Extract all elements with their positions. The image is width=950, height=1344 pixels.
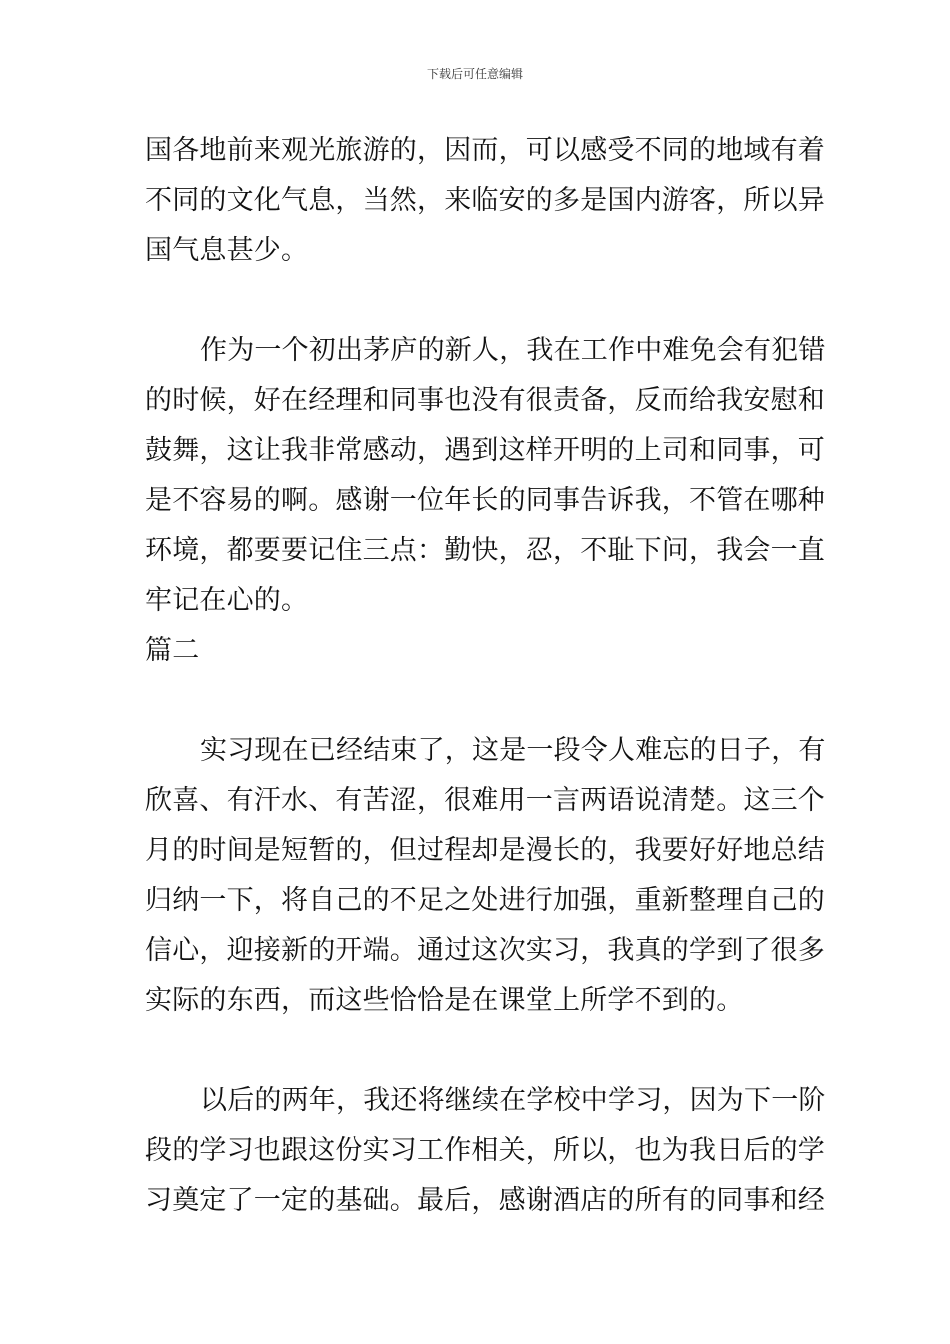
text-line: 月的时间是短暂的，但过程却是漫长的，我要好好地总结 (145, 835, 825, 866)
text-line: 段的学习也跟这份实习工作相关，所以，也为我日后的学 (145, 1135, 825, 1166)
text-line: 欣喜、有汗水、有苦涩，很难用一言两语说清楚。这三个 (145, 785, 825, 816)
text-line: 国各地前来观光旅游的，因而，可以感受不同的地域有着 (145, 135, 825, 166)
text-line: 实习现在已经结束了，这是一段令人难忘的日子，有 (200, 735, 826, 766)
text-line: 以后的两年，我还将继续在学校中学习，因为下一阶 (200, 1085, 826, 1116)
page-header: 下载后可任意编辑 (426, 67, 523, 81)
text-line: 是不容易的啊。感谢一位年长的同事告诉我，不管在哪种 (145, 485, 825, 516)
paragraph-2 (145, 326, 826, 626)
text-line: 实际的东西，而这些恰恰是在课堂上所学不到的。 (145, 985, 744, 1016)
text-line: 不同的文化气息，当然，来临安的多是国内游客，所以异 (145, 185, 825, 216)
paragraph-1 (145, 126, 825, 276)
text-line: 作为一个初出茅庐的新人，我在工作中难免会有犯错 (200, 335, 826, 366)
text-line: 信心，迎接新的开端。通过这次实习，我真的学到了很多 (145, 935, 825, 966)
text-line: 的时候，好在经理和同事也没有很责备，反而给我安慰和 (145, 385, 825, 416)
text-line: 鼓舞，这让我非常感动，遇到这样开明的上司和同事，可 (145, 435, 825, 466)
paragraph-spacer (145, 676, 809, 726)
paragraph-4 (145, 1076, 826, 1226)
paragraph-spacer (145, 276, 809, 326)
text-line: 国气息甚少。 (145, 235, 309, 266)
paragraph-spacer (145, 1026, 809, 1076)
text-line: 环境，都要要记住三点：勤快，忍，不耻下问，我会一直 (145, 535, 825, 566)
text-line: 习奠定了一定的基础。最后，感谢酒店的所有的同事和经 (145, 1185, 825, 1216)
text-line: 归纳一下，将自己的不足之处进行加强，重新整理自己的 (145, 885, 825, 916)
document-body (145, 126, 826, 1226)
section-heading (145, 626, 809, 676)
text-line: 牢记在心的。 (145, 585, 309, 616)
section-heading-text: 篇二 (145, 635, 200, 666)
paragraph-3 (145, 726, 826, 1026)
